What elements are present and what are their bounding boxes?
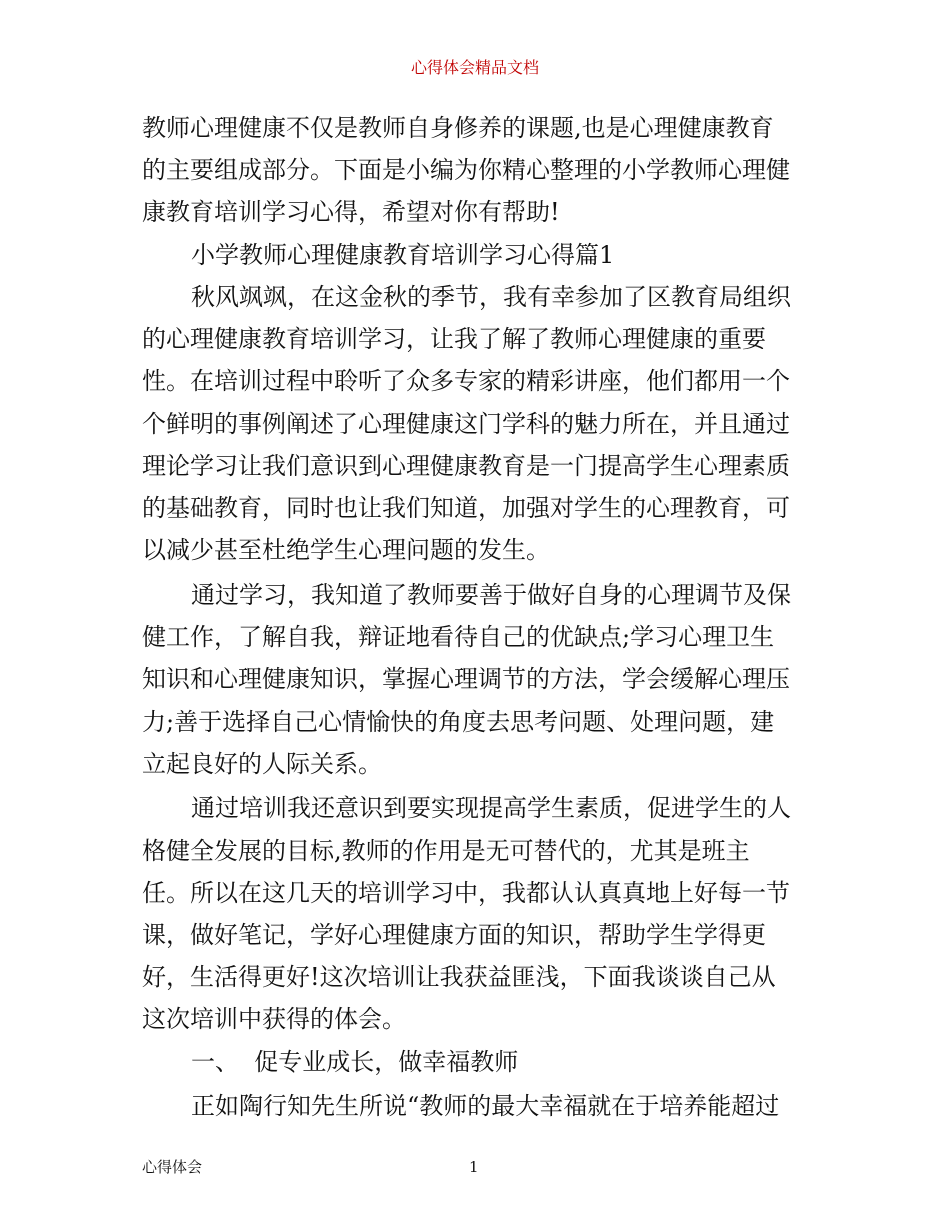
text-line: 健工作，了解自我，辩证地看待自己的优缺点;学习心理卫生 — [142, 623, 775, 651]
text-line: 的基础教育，同时也让我们知道，加强对学生的心理教育，可 — [142, 494, 790, 522]
text-line: 知识和心理健康知识，掌握心理调节的方法，学会缓解心理压 — [142, 665, 790, 693]
text-line: 这次培训中获得的体会。 — [142, 1005, 406, 1033]
page-number: 1 — [469, 1158, 479, 1176]
text-line: 理论学习让我们意识到心理健康教育是一门提高学生心理素质 — [142, 452, 790, 480]
text-line: 通过学习，我知道了教师要善于做好自身的心理调节及保 — [191, 581, 791, 609]
text-line: 好，生活得更好!这次培训让我获益匪浅，下面我谈谈自己从 — [142, 963, 776, 991]
text-line: 正如陶行知先生所说“教师的最大幸福就在于培养能超过 — [191, 1092, 780, 1120]
text-line: 的心理健康教育培训学习，让我了解了教师心理健康的重要 — [142, 325, 766, 353]
section-heading: 小学教师心理健康教育培训学习心得篇1 — [191, 241, 615, 269]
text-line: 任。所以在这几天的培训学习中，我都认认真真地上好每一节 — [142, 879, 790, 907]
text-line: 以减少甚至杜绝学生心理问题的发生。 — [142, 536, 550, 564]
text-line: 力;善于选择自己心情愉快的角度去思考问题、处理问题，建 — [142, 708, 775, 736]
text-line: 通过培训我还意识到要实现提高学生素质，促进学生的人 — [191, 794, 791, 822]
document-header-title: 心得体会精品文档 — [410, 58, 539, 77]
text-line: 个鲜明的事例阐述了心理健康这门学科的魅力所在，并且通过 — [142, 410, 790, 438]
text-line: 的主要组成部分。下面是小编为你精心整理的小学教师心理健 — [142, 156, 790, 184]
text-line: 教师心理健康不仅是教师自身修养的课题,也是心理健康教育 — [142, 114, 774, 142]
text-line: 课，做好笔记，学好心理健康方面的知识，帮助学生学得更 — [142, 921, 766, 949]
subsection-heading: 一、 促专业成长，做幸福教师 — [191, 1048, 519, 1076]
text-line: 康教育培训学习心得，希望对你有帮助! — [142, 198, 560, 226]
footer-label: 心得体会 — [142, 1158, 203, 1176]
text-line: 格健全发展的目标,教师的作用是无可替代的，尤其是班主 — [142, 837, 750, 865]
text-line: 立起良好的人际关系。 — [142, 750, 382, 778]
text-line: 性。在培训过程中聆听了众多专家的精彩讲座，他们都用一个 — [142, 367, 790, 395]
text-line: 秋风飒飒，在这金秋的季节，我有幸参加了区教育局组织 — [191, 283, 791, 311]
